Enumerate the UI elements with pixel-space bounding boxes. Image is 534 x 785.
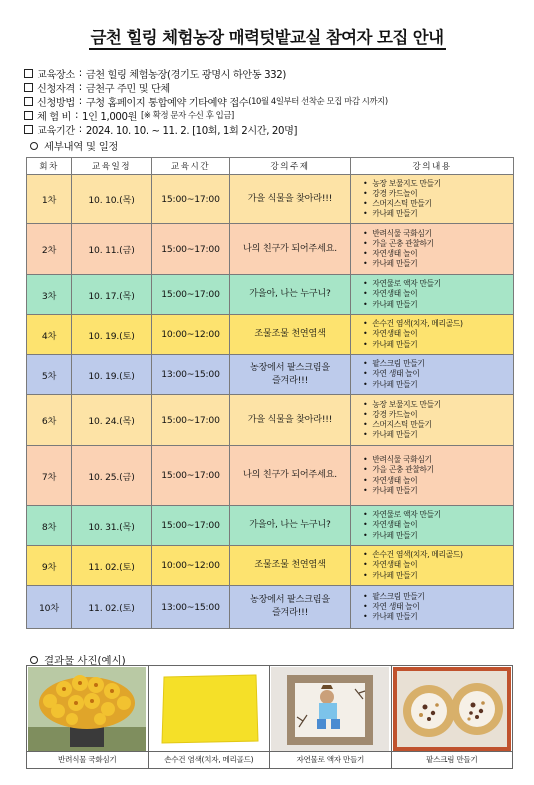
info-fee: 체 험 비 : 1인 1,000원 [※ 확정 문자 수신 후 입금] xyxy=(24,108,519,122)
content-item: • 카나페 만들기 xyxy=(363,430,513,440)
time-cell: 13:00~15:00 xyxy=(152,586,230,629)
table-row xyxy=(27,395,514,446)
table-row xyxy=(27,175,514,224)
date-cell: 10. 17.(목) xyxy=(72,275,152,315)
session-number-cell: 2차 xyxy=(27,224,72,275)
time-cell: 10:00~12:00 xyxy=(152,546,230,586)
time-cell: 10:00~12:00 xyxy=(152,315,230,355)
content-item: • 손수건 염색(치자, 메리골드) xyxy=(363,319,513,329)
date-cell: 10. 19.(토) xyxy=(72,355,152,395)
table-row xyxy=(27,315,514,355)
checkbox-icon xyxy=(24,83,33,92)
header-cell: 강의내용 xyxy=(351,158,514,175)
results-heading: 결과물 사진(예시) xyxy=(30,652,126,667)
content-cell xyxy=(351,224,514,275)
topic-cell xyxy=(230,355,351,395)
schedule-heading: 세부내역 및 일정 xyxy=(30,138,118,153)
date-cell: 10. 11.(금) xyxy=(72,224,152,275)
header-cell: 교육시간 xyxy=(152,158,230,175)
session-number-cell: 7차 xyxy=(27,446,72,506)
content-item: • 카나페 만들기 xyxy=(363,486,513,496)
time-cell: 15:00~17:00 xyxy=(152,506,230,546)
table-row xyxy=(27,546,514,586)
date-cell: 10. 24.(목) xyxy=(72,395,152,446)
photo-card xyxy=(148,665,270,769)
content-item: • 카나페 만들기 xyxy=(363,259,513,269)
photo-card xyxy=(26,665,148,769)
session-number-cell: 6차 xyxy=(27,395,72,446)
page-title: 금천 힐링 체험농장 매력텃밭교실 참여자 모집 안내 xyxy=(0,24,534,48)
info-value: 구청 홈페이지 통합예약 기타예약 접수 xyxy=(85,97,249,109)
table-header-row xyxy=(27,158,514,175)
content-item: • 자연물로 액자 만들기 xyxy=(363,279,513,289)
topic-cell xyxy=(230,315,351,355)
info-place: 교육장소 : 금천 힐링 체험농장(경기도 광명시 하안동 332) xyxy=(24,66,519,80)
chrysanthemum-pot-photo xyxy=(27,666,148,751)
topic-line: 나의 친구가 되어주세요. xyxy=(243,243,337,254)
topic-line: 가을아, 나는 누구니? xyxy=(249,289,331,299)
info-label: 신청자격 xyxy=(37,83,75,95)
topic-line: 가을아, 나는 누구니? xyxy=(249,520,331,530)
table-row xyxy=(27,446,514,506)
content-item: • 강경 카드놀이 xyxy=(363,189,513,199)
time-cell: 13:00~15:00 xyxy=(152,355,230,395)
info-note: (10월 4일부터 선착순 모집 마감 시까지) xyxy=(248,96,388,106)
topic-cell xyxy=(230,275,351,315)
checkbox-icon xyxy=(24,125,33,134)
table-row xyxy=(27,275,514,315)
content-item: • 자연 생태 놀이 xyxy=(363,602,513,612)
topic-cell xyxy=(230,506,351,546)
info-value: 1인 1,000원 xyxy=(82,111,138,123)
content-cell xyxy=(351,175,514,224)
info-note: [※ 확정 문자 수신 후 입금] xyxy=(141,110,234,120)
session-number-cell: 10차 xyxy=(27,586,72,629)
content-item: • 카나페 만들기 xyxy=(363,209,513,219)
photo-card xyxy=(269,665,391,769)
content-cell xyxy=(351,355,514,395)
content-item: • 팥스크림 만들기 xyxy=(363,592,513,602)
session-number-cell: 4차 xyxy=(27,315,72,355)
photo-card xyxy=(391,665,514,769)
time-cell: 15:00~17:00 xyxy=(152,446,230,506)
date-cell: 11. 02.(토) xyxy=(72,586,152,629)
content-item: • 자연생태 놀이 xyxy=(363,249,513,259)
content-item: • 팥스크림 만들기 xyxy=(363,359,513,369)
info-method: 신청방법 : 구청 홈페이지 통합예약 기타예약 접수 (10월 4일부터 선착순 모집 마감 시까지) xyxy=(24,94,519,108)
topic-line: 가을 식물을 찾아라!!! xyxy=(247,193,333,204)
circle-bullet-icon xyxy=(30,142,38,150)
checkbox-icon xyxy=(24,69,33,78)
topic-line: 농장에서 팥스크림을 xyxy=(250,362,330,373)
header-cell: 강의주제 xyxy=(230,158,351,175)
photo-caption: 반려식물 국화심기 xyxy=(27,751,148,768)
topic-cell xyxy=(230,224,351,275)
photo-caption: 자연물로 액자 만들기 xyxy=(270,751,391,768)
content-cell xyxy=(351,446,514,506)
topic-line: 즐겨라!!! xyxy=(271,375,309,386)
topic-cell xyxy=(230,395,351,446)
content-item: • 카나페 만들기 xyxy=(363,531,513,541)
content-item: • 카나페 만들기 xyxy=(363,300,513,310)
time-cell: 15:00~17:00 xyxy=(152,275,230,315)
info-label: 교육장소 xyxy=(37,69,75,81)
info-value: 2024. 10. 10. ~ 11. 2. [10회, 1회 2시간, 20명] xyxy=(85,125,298,137)
info-period: 교육기간 : 2024. 10. 10. ~ 11. 2. [10회, 1회 2시간, 20명] xyxy=(24,122,519,136)
photo-caption: 손수건 염색(치자, 메리골드) xyxy=(149,751,270,768)
content-item: • 자연생태 놀이 xyxy=(363,520,513,530)
content-item: • 가을 곤충 관찰하기 xyxy=(363,239,513,249)
table-row xyxy=(27,355,514,395)
content-item: • 자연 생태 놀이 xyxy=(363,369,513,379)
bean-cream-dessert-photo xyxy=(392,666,513,751)
content-cell xyxy=(351,275,514,315)
info-label: 교육기간 xyxy=(37,125,75,137)
info-value: 금천구 주민 및 단체 xyxy=(85,83,170,95)
info-value: 금천 힐링 체험농장(경기도 광명시 하안동 332) xyxy=(85,69,286,81)
checkbox-icon xyxy=(24,97,33,106)
session-number-cell: 9차 xyxy=(27,546,72,586)
topic-cell xyxy=(230,546,351,586)
topic-line: 나의 친구가 되어주세요. xyxy=(243,470,337,480)
content-item: • 자연물로 액자 만들기 xyxy=(363,510,513,520)
topic-line: 농장에서 팥스크림을 xyxy=(250,595,330,605)
content-item: • 카나페 만들기 xyxy=(363,380,513,390)
topic-cell xyxy=(230,586,351,629)
date-cell: 10. 10.(목) xyxy=(72,175,152,224)
content-item: • 스머지스틱 만들기 xyxy=(363,420,513,430)
checkbox-icon xyxy=(24,111,33,120)
content-item: • 카나페 만들기 xyxy=(363,340,513,350)
circle-bullet-icon xyxy=(30,656,38,664)
topic-line: 즐겨라!!! xyxy=(271,608,309,618)
content-item: • 자연생태 놀이 xyxy=(363,476,513,486)
dyed-yellow-cloth-photo xyxy=(149,666,270,751)
content-item: • 자연생태 놀이 xyxy=(363,329,513,339)
content-cell xyxy=(351,506,514,546)
content-cell xyxy=(351,586,514,629)
content-item: • 농장 보물지도 만들기 xyxy=(363,179,513,189)
topic-cell xyxy=(230,175,351,224)
date-cell: 10. 31.(목) xyxy=(72,506,152,546)
content-item: • 반려식물 국화심기 xyxy=(363,455,513,465)
content-cell xyxy=(351,315,514,355)
session-number-cell: 8차 xyxy=(27,506,72,546)
session-number-cell: 3차 xyxy=(27,275,72,315)
topic-line: 조물조물 천연염색 xyxy=(254,560,326,570)
content-item: • 가을 곤충 관찰하기 xyxy=(363,465,513,475)
content-item: • 손수건 염색(치자, 메리골드) xyxy=(363,550,513,560)
table-row xyxy=(27,224,514,275)
schedule-table xyxy=(26,157,514,629)
session-number-cell: 5차 xyxy=(27,355,72,395)
table-row xyxy=(27,506,514,546)
time-cell: 15:00~17:00 xyxy=(152,175,230,224)
info-eligibility: 신청자격 : 금천구 주민 및 단체 xyxy=(24,80,519,94)
content-item: • 자연생태 놀이 xyxy=(363,289,513,299)
content-item: • 강경 카드놀이 xyxy=(363,410,513,420)
content-cell xyxy=(351,546,514,586)
result-photos xyxy=(26,665,513,769)
content-item: • 반려식물 국화심기 xyxy=(363,229,513,239)
info-section xyxy=(24,66,519,136)
info-label: 신청방법 xyxy=(37,97,75,109)
content-cell xyxy=(351,395,514,446)
content-item: • 자연생태 놀이 xyxy=(363,560,513,570)
session-number-cell: 1차 xyxy=(27,175,72,224)
content-item: • 카나페 만들기 xyxy=(363,571,513,581)
topic-cell xyxy=(230,446,351,506)
info-label: 체 험 비 xyxy=(37,111,71,123)
date-cell: 11. 02.(토) xyxy=(72,546,152,586)
header-cell: 교육일정 xyxy=(72,158,152,175)
table-row xyxy=(27,586,514,629)
date-cell: 10. 25.(금) xyxy=(72,446,152,506)
content-item: • 농장 보물지도 만들기 xyxy=(363,400,513,410)
date-cell: 10. 19.(토) xyxy=(72,315,152,355)
time-cell: 15:00~17:00 xyxy=(152,224,230,275)
header-cell: 회차 xyxy=(27,158,72,175)
topic-line: 가을 식물을 찾아라!!! xyxy=(247,414,333,425)
nature-frame-photo xyxy=(270,666,391,751)
content-item: • 스머지스틱 만들기 xyxy=(363,199,513,209)
topic-line: 조물조물 천연염색 xyxy=(254,329,326,339)
content-item: • 카나페 만들기 xyxy=(363,612,513,622)
time-cell: 15:00~17:00 xyxy=(152,395,230,446)
photo-caption: 팥스크림 만들기 xyxy=(392,751,513,768)
